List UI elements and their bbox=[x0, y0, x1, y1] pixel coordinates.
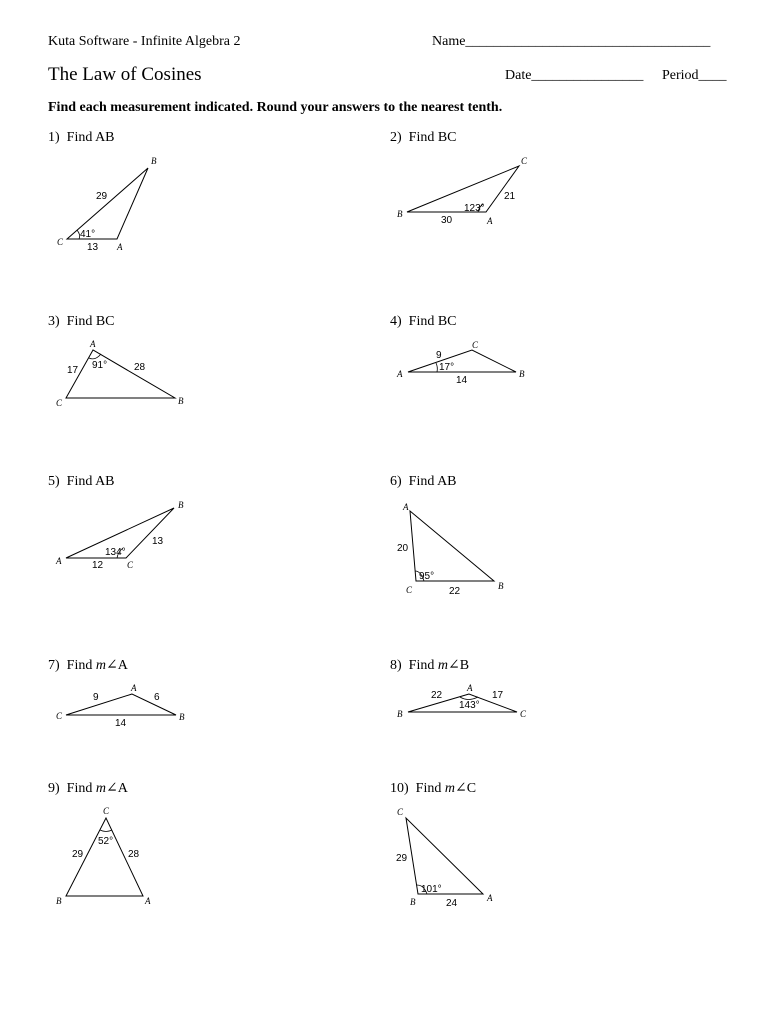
vertex-label: A bbox=[145, 896, 151, 906]
period-field[interactable]: Period____ bbox=[662, 68, 727, 83]
side-label: 21 bbox=[504, 191, 516, 202]
vertex-label: A bbox=[56, 556, 62, 566]
problem-8-label: 8) Find m∠B bbox=[390, 658, 470, 673]
side-label: 30 bbox=[441, 215, 453, 226]
side-label: 13 bbox=[87, 242, 99, 253]
vertex-label: C bbox=[472, 340, 479, 350]
side-label: 28 bbox=[134, 362, 146, 373]
angle-label: 134° bbox=[105, 547, 126, 558]
vertex-label: C bbox=[103, 806, 110, 816]
vertex-label: C bbox=[520, 709, 527, 719]
angle-label: 52° bbox=[98, 836, 114, 847]
side-label: 24 bbox=[446, 898, 458, 909]
side-label: 20 bbox=[397, 543, 409, 554]
date-field[interactable]: Date________________ bbox=[505, 68, 644, 83]
side-label: 14 bbox=[115, 718, 127, 729]
vertex-label: C bbox=[521, 156, 528, 166]
vertex-label: A bbox=[397, 369, 403, 379]
angle-label: 91° bbox=[92, 360, 108, 371]
angle-label: 101° bbox=[421, 884, 442, 895]
vertex-label: A bbox=[487, 893, 493, 903]
vertex-label: C bbox=[56, 398, 63, 408]
vertex-label: A bbox=[403, 502, 409, 512]
side-label: 17 bbox=[67, 365, 79, 376]
vertex-label: A bbox=[117, 242, 123, 252]
problem-3-label: 3) Find BC bbox=[48, 314, 115, 329]
vertex-label: B bbox=[178, 396, 184, 406]
vertex-label: B bbox=[179, 712, 185, 722]
angle-label: 17° bbox=[439, 362, 455, 373]
vertex-label: B bbox=[397, 209, 403, 219]
instructions: Find each measurement indicated. Round your answers to the nearest tenth. bbox=[48, 100, 503, 115]
vertex-label: B bbox=[397, 709, 403, 719]
vertex-label: C bbox=[56, 711, 63, 721]
problem-4-label: 4) Find BC bbox=[390, 314, 457, 329]
vertex-label: C bbox=[406, 585, 413, 595]
problem-1-label: 1) Find AB bbox=[48, 130, 115, 145]
problem-7-label: 7) Find m∠A bbox=[48, 658, 128, 673]
vertex-label: B bbox=[519, 369, 525, 379]
side-label: 29 bbox=[96, 191, 108, 202]
vertex-label: A bbox=[90, 339, 96, 349]
problem-9-label: 9) Find m∠A bbox=[48, 781, 128, 796]
problem-5-label: 5) Find AB bbox=[48, 474, 115, 489]
angle-label: 41° bbox=[80, 229, 96, 240]
vertex-label: B bbox=[56, 896, 62, 906]
side-label: 22 bbox=[431, 690, 443, 701]
vertex-label: C bbox=[397, 807, 404, 817]
problem-10-label: 10) Find m∠C bbox=[390, 781, 477, 796]
side-label: 6 bbox=[154, 692, 160, 703]
side-label: 12 bbox=[92, 560, 104, 571]
side-label: 22 bbox=[449, 586, 461, 597]
vertex-label: A bbox=[467, 683, 473, 693]
vertex-label: B bbox=[498, 581, 504, 591]
worksheet-title: The Law of Cosines bbox=[48, 64, 202, 85]
vertex-label: C bbox=[57, 237, 64, 247]
angle-label: 143° bbox=[459, 700, 480, 711]
side-label: 17 bbox=[492, 690, 504, 701]
publisher-label: Kuta Software - Infinite Algebra 2 bbox=[48, 34, 241, 49]
vertex-label: A bbox=[487, 216, 493, 226]
angle-label: 123° bbox=[464, 203, 485, 214]
side-label: 14 bbox=[456, 375, 468, 386]
side-label: 29 bbox=[72, 849, 84, 860]
vertex-label: B bbox=[178, 500, 184, 510]
side-label: 9 bbox=[93, 692, 99, 703]
vertex-label: B bbox=[410, 897, 416, 907]
vertex-label: A bbox=[131, 683, 137, 693]
problem-2-label: 2) Find BC bbox=[390, 130, 457, 145]
problem-6-label: 6) Find AB bbox=[390, 474, 457, 489]
name-field[interactable]: Name___________________________________ bbox=[432, 34, 711, 49]
angle-label: 95° bbox=[419, 571, 435, 582]
side-label: 9 bbox=[436, 350, 442, 361]
side-label: 28 bbox=[128, 849, 140, 860]
side-label: 13 bbox=[152, 536, 164, 547]
side-label: 29 bbox=[396, 853, 408, 864]
vertex-label: B bbox=[151, 156, 157, 166]
vertex-label: C bbox=[127, 560, 134, 570]
